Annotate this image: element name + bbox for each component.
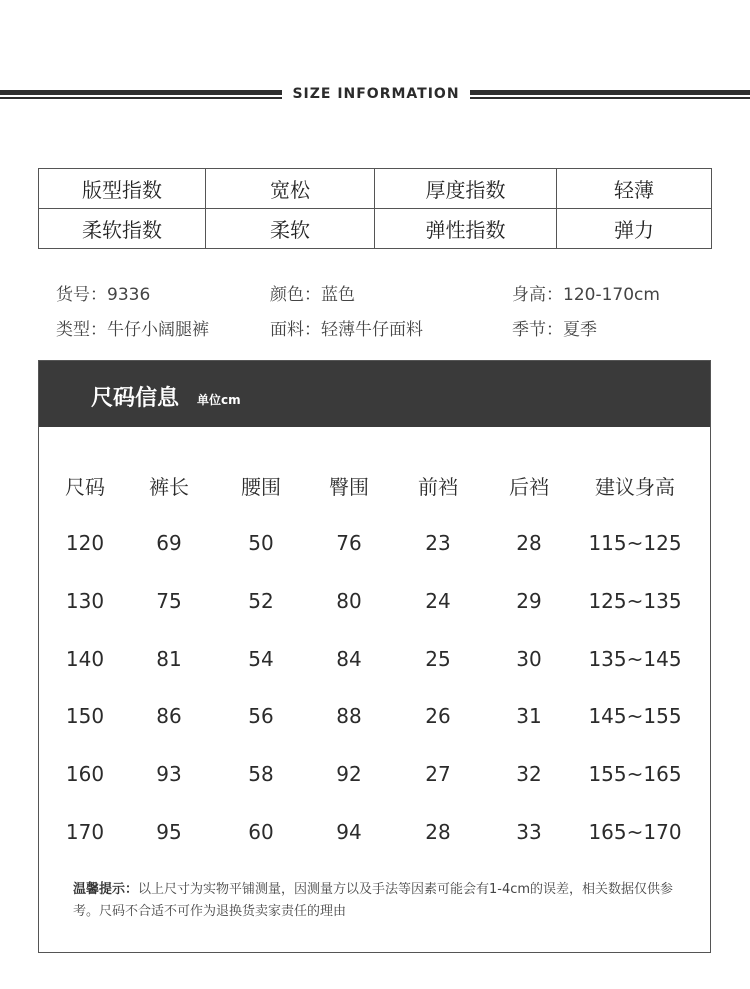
table-cell: 28 (425, 820, 451, 844)
column-header: 建议身高 (595, 475, 675, 499)
product-height: 身高：120-170cm (512, 285, 660, 305)
table-cell: 80 (336, 588, 362, 613)
table-cell: 76 (336, 531, 362, 555)
product-type: 类型：牛仔小阔腿裤 (56, 320, 209, 340)
size-chart-title: 尺码信息 (91, 386, 180, 411)
table-cell: 160 (65, 762, 105, 787)
table-cell: 58 (248, 762, 274, 787)
column-header: 尺码 (65, 475, 105, 499)
table-cell: 25 (425, 646, 451, 671)
fabric-index-table (38, 168, 712, 249)
table-cell: 115~125 (588, 531, 682, 555)
header-stripes-left (0, 88, 282, 104)
column-header: 后裆 (509, 475, 549, 499)
table-cell: 135~145 (588, 646, 682, 671)
product-code: 货号：9336 (56, 285, 151, 305)
table-cell: 54 (248, 646, 274, 671)
table-cell: 24 (425, 588, 451, 613)
table-cell: 150 (65, 704, 105, 729)
table-cell: 86 (156, 704, 182, 729)
table-cell: 69 (156, 531, 182, 555)
column-header: 前裆 (418, 475, 458, 499)
table-cell: 95 (156, 820, 182, 844)
header-title: SIZE INFORMATION (292, 86, 460, 102)
table-cell: 31 (516, 704, 542, 729)
index-value: 轻薄 (557, 169, 712, 209)
index-label: 厚度指数 (375, 169, 557, 209)
column-header: 臀围 (329, 475, 369, 499)
index-value: 柔软 (206, 209, 375, 249)
table-cell: 29 (516, 588, 542, 613)
table-cell: 32 (516, 762, 542, 787)
table-cell: 28 (516, 531, 542, 555)
size-chart-header (39, 361, 710, 427)
table-cell: 75 (156, 588, 182, 613)
table-cell: 27 (425, 762, 451, 787)
table-cell: 155~165 (588, 762, 682, 787)
table-cell: 140 (65, 646, 105, 671)
note-label: 温馨提示： (73, 882, 139, 897)
table-cell: 92 (336, 762, 362, 787)
table-cell: 94 (336, 820, 362, 844)
table-row (39, 209, 712, 249)
table-cell: 81 (156, 646, 182, 671)
note-text: 以上尺寸为实物平铺测量，因测量方以及手法等因素可能会有1-4cm的误差，相关数据仅供参考。尺码不合适不可作为退换货卖家责任的理由 (73, 882, 674, 919)
size-chart-panel (38, 360, 711, 953)
product-color: 颜色：蓝色 (270, 285, 355, 305)
table-cell: 33 (516, 820, 542, 844)
table-cell: 84 (336, 646, 362, 671)
table-cell: 88 (336, 704, 362, 729)
index-label: 版型指数 (39, 169, 206, 209)
table-cell: 165~170 (588, 820, 682, 844)
table-cell: 125~135 (588, 588, 682, 613)
table-cell: 170 (65, 820, 105, 844)
index-value: 弹力 (557, 209, 712, 249)
size-chart-unit: 单位cm (197, 393, 241, 407)
column-header: 裤长 (149, 475, 189, 499)
table-row (39, 169, 712, 209)
table-cell: 130 (65, 588, 105, 613)
table-cell: 23 (425, 531, 451, 555)
product-fabric: 面料：轻薄牛仔面料 (270, 320, 423, 340)
table-cell: 120 (65, 531, 105, 555)
table-cell: 26 (425, 704, 451, 729)
table-cell: 93 (156, 762, 182, 787)
index-label: 弹性指数 (375, 209, 557, 249)
size-note (73, 879, 693, 923)
table-cell: 30 (516, 646, 542, 671)
table-cell: 60 (248, 820, 274, 844)
table-cell: 50 (248, 531, 274, 555)
column-header: 腰围 (241, 475, 281, 499)
index-label: 柔软指数 (39, 209, 206, 249)
product-season: 季节：夏季 (512, 320, 597, 340)
table-cell: 56 (248, 704, 274, 729)
table-cell: 52 (248, 588, 274, 613)
header-stripes-right (470, 88, 750, 104)
index-value: 宽松 (206, 169, 375, 209)
table-cell: 145~155 (588, 704, 682, 729)
section-header (0, 88, 750, 104)
